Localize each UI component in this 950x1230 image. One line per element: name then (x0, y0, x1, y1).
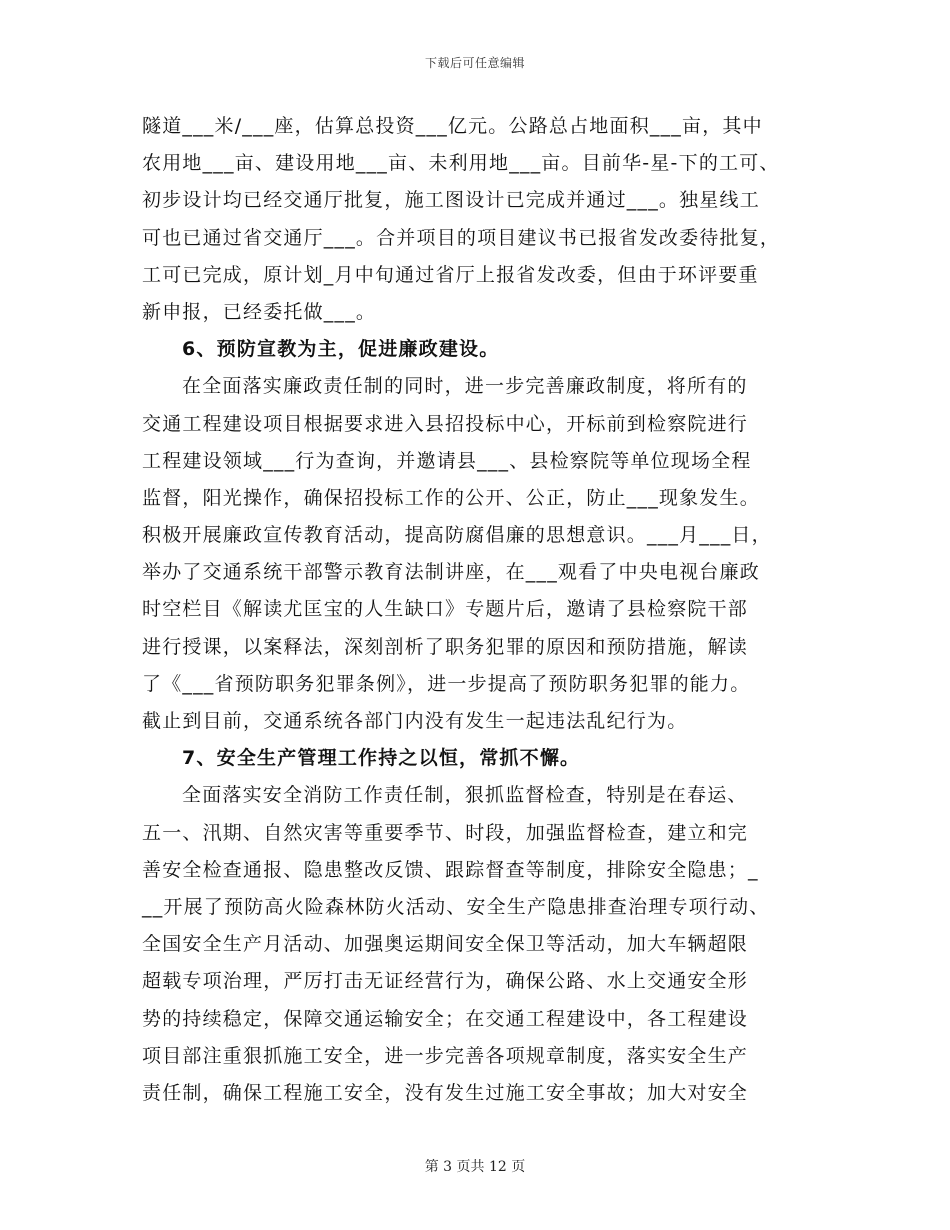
text-line: 截止到目前，交通系统各部门内没有发生一起违法乱纪行为。 (142, 710, 688, 732)
text-line: 超载专项治理，严厉打击无证经营行为，确保公路、水上交通安全形 (142, 970, 749, 993)
text-line: 工程建设领域___行为查询，并邀请县___、县检察院等单位现场全程 (142, 449, 752, 472)
section-heading: 6、预防宣教为主，促进廉政建设。 (182, 338, 500, 361)
text-line: 初步设计均已经交通厅批复，施工图设计已完成并通过___。独星线工 (142, 189, 760, 212)
text-line: 善安全检查通报、隐患整改反馈、跟踪督查等制度，排除安全隐患；_ (142, 858, 759, 881)
text-line: __开展了预防高火险森林防火活动、安全生产隐患排查治理专项行动、 (142, 895, 770, 918)
paragraph (142, 368, 812, 740)
page-footer: 第 3 页共 12 页 (424, 1159, 526, 1175)
text-line: 全面落实安全消防工作责任制，狠抓监督检查，特别是在春运、 (182, 784, 748, 807)
text-line: 责任制，确保工程施工安全，没有发生过施工安全事故；加大对安全 (142, 1081, 749, 1104)
text-line: 交通工程建设项目根据要求进入县招投标中心，开标前到检察院进行 (142, 412, 749, 435)
section-heading: 7、安全生产管理工作持之以恒，常抓不懈。 (182, 747, 581, 770)
text-line: 在全面落实廉政责任制的同时，进一步完善廉政制度，将所有的 (182, 375, 748, 398)
text-line: 监督，阳光操作，确保招投标工作的公开、公正，防止___现象发生。 (142, 486, 760, 509)
page-header: 下载后可任意编辑 (424, 56, 525, 70)
text-line: 了《___省预防职务犯罪条例》，进一步提高了预防职务犯罪的能力。 (142, 672, 751, 695)
text-line: 农用地___亩、建设用地___亩、未利用地___亩。目前华-星-下的工可、 (142, 152, 780, 175)
text-line: 工可已完成，原计划_月中旬通过省厅上报省发改委，但由于环评要重 (142, 263, 759, 286)
text-line: 势的持续稳定，保障交通运输安全；在交通工程建设中，各工程建设 (142, 1007, 749, 1030)
text-line: 项目部注重狠抓施工安全，进一步完善各项规章制度，落实安全生产 (142, 1044, 749, 1067)
text-line: 可也已通过省交通厅___。合并项目的项目建议书已报省发改委待批复， (142, 226, 781, 249)
paragraph (142, 108, 812, 331)
text-line: 举办了交通系统干部警示教育法制讲座，在___观看了中央电视台廉政 (142, 561, 760, 584)
document-body (142, 108, 812, 1112)
text-line: 新申报，已经委托做___。 (142, 300, 377, 323)
text-line: 五一、汛期、自然灾害等重要季节、时段，加强监督检查，建立和完 (142, 821, 749, 844)
paragraph (142, 777, 812, 1112)
text-line: 隧道___米/___座，估算总投资___亿元。公路总占地面积___亩，其中 (142, 115, 763, 137)
text-line: 进行授课，以案释法，深刻剖析了职务犯罪的原因和预防措施，解读 (142, 635, 749, 658)
text-line: 时空栏目《解读尤匡宝的人生缺口》专题片后，邀请了县检察院干部 (142, 598, 749, 621)
text-line: 全国安全生产月活动、加强奥运期间安全保卫等活动，加大车辆超限 (142, 933, 749, 956)
text-line: 积极开展廉政宣传教育活动，提高防腐倡廉的思想意识。___月___日， (142, 524, 772, 547)
